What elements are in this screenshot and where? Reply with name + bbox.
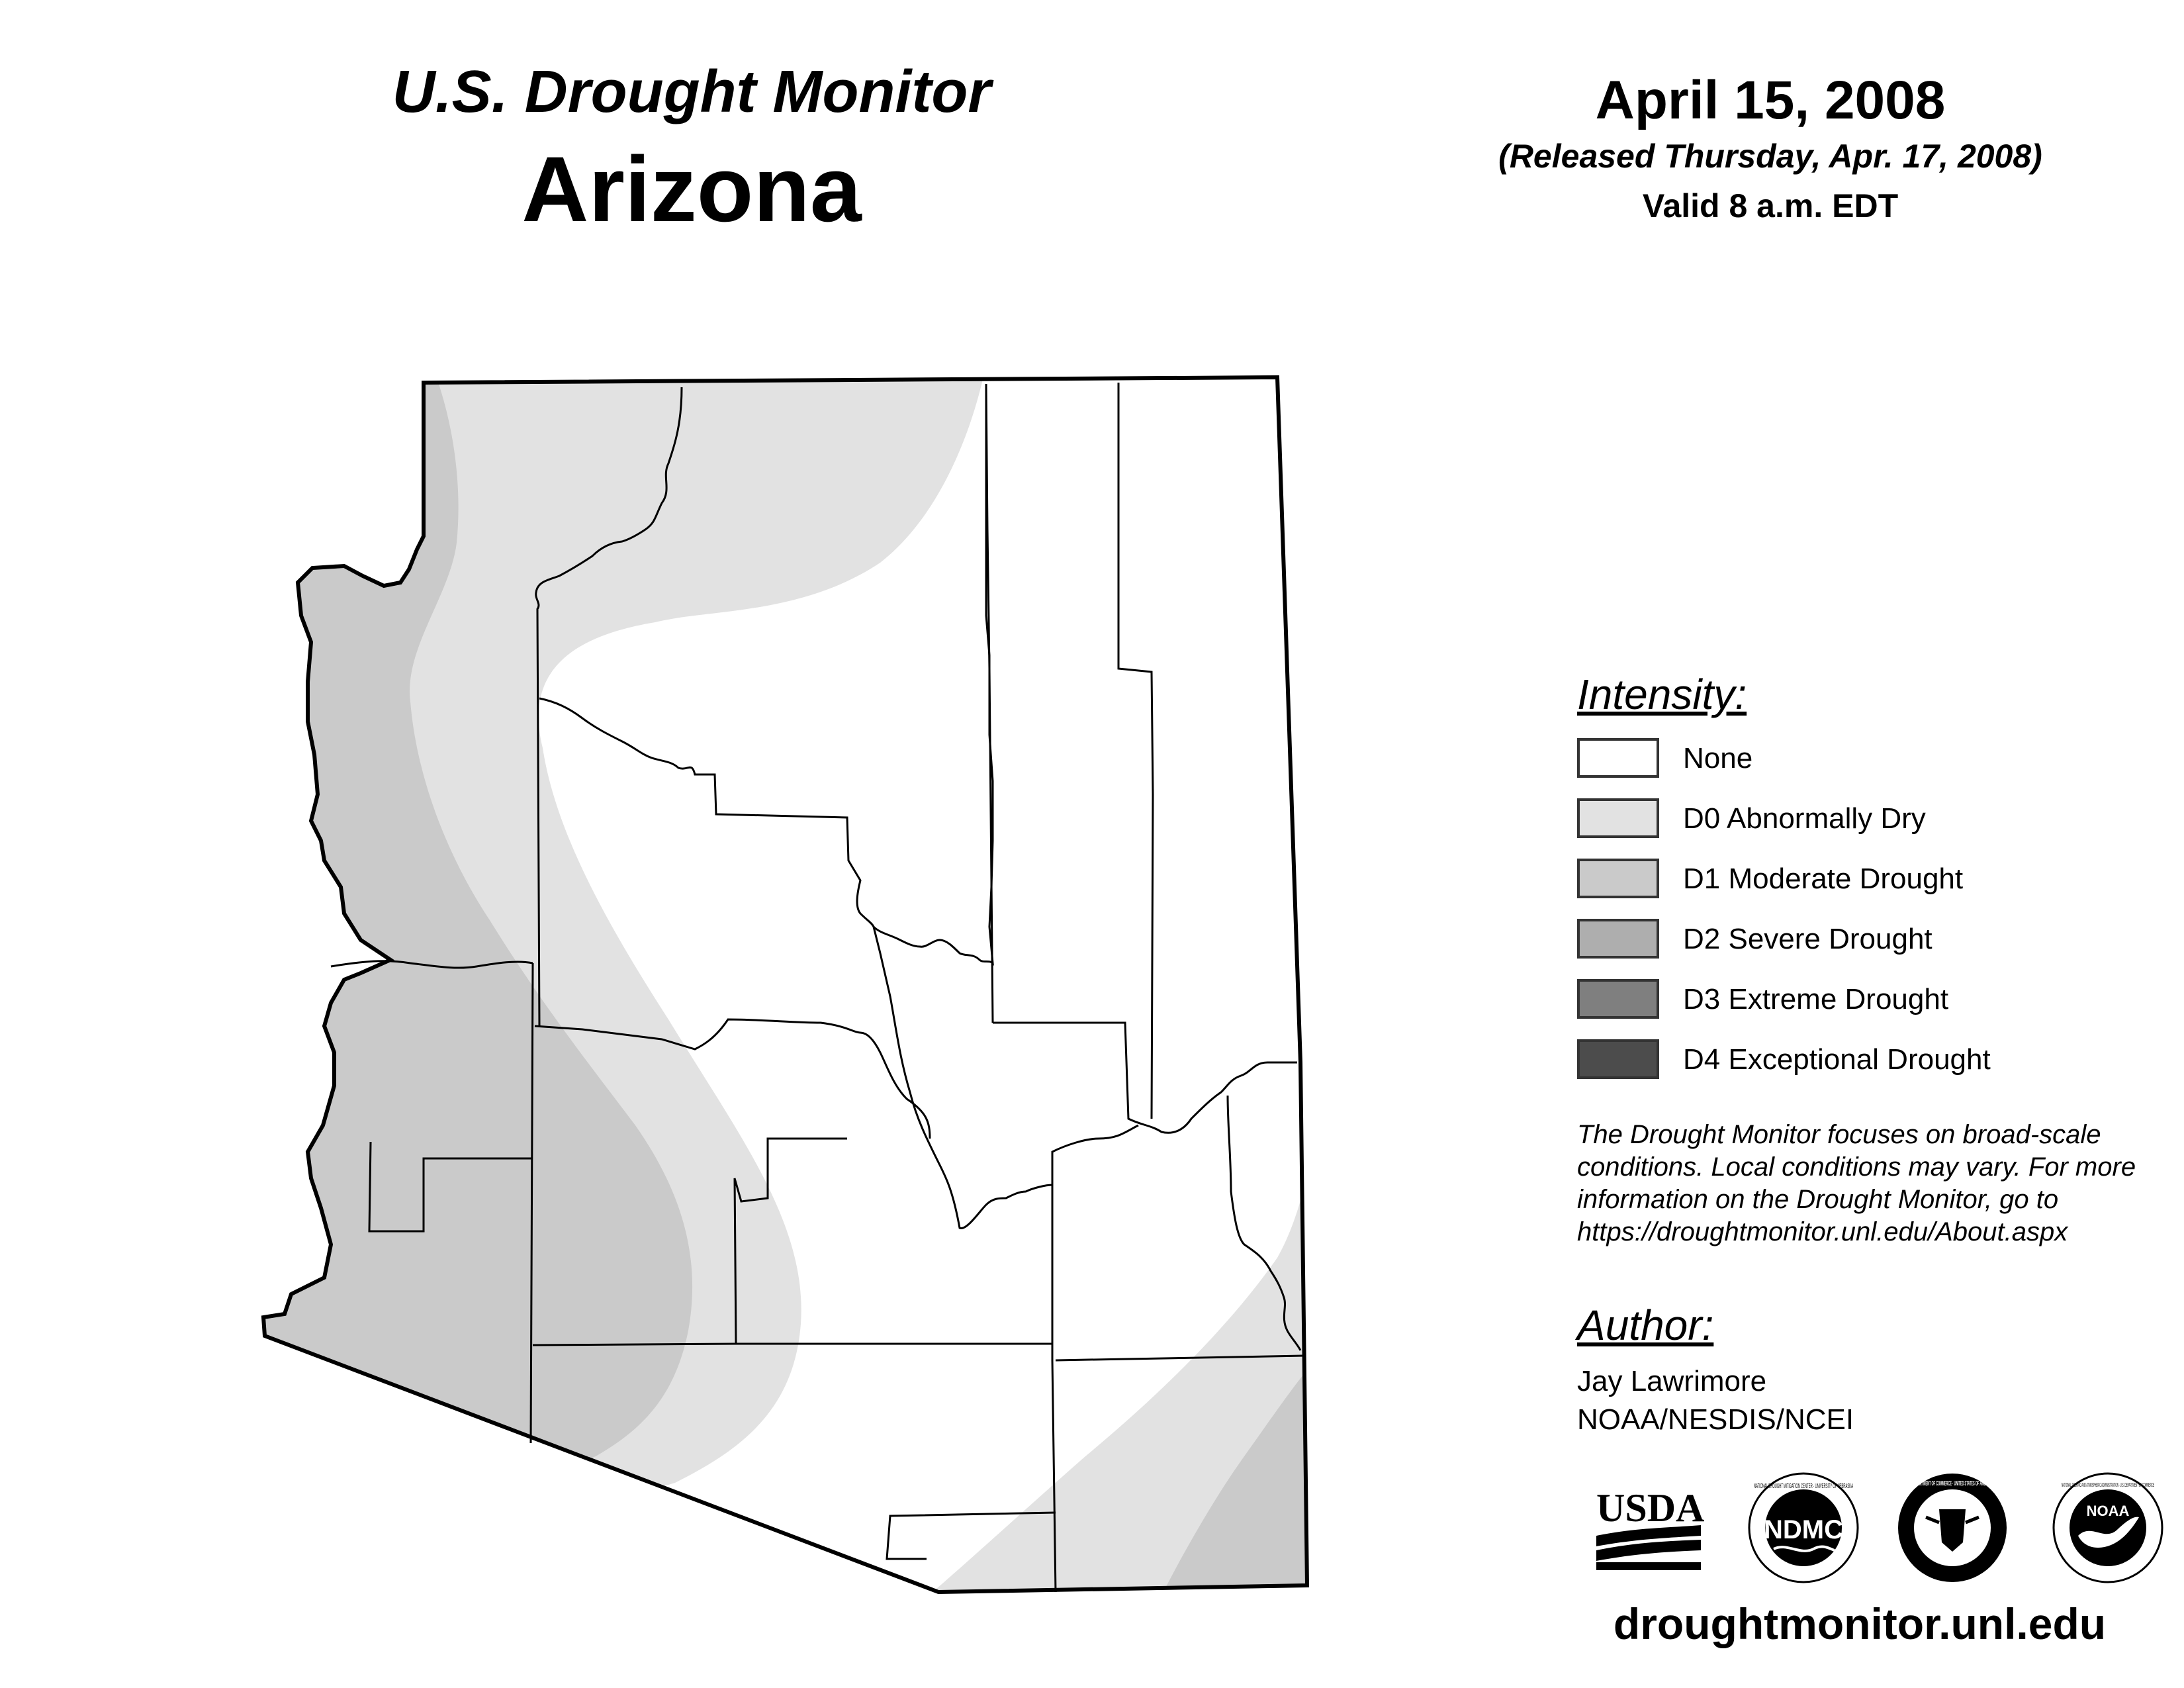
state-name: Arizona (522, 137, 862, 241)
ndmc-logo (1749, 1474, 1858, 1582)
commerce-ring-text: DEPARTMENT OF COMMERCE · UNITED STATES OF AMERICA (1913, 1480, 1992, 1487)
legend-label: D2 Severe Drought (1683, 923, 1933, 955)
author-name: Jay Lawrimore (1577, 1365, 1767, 1397)
map-date: April 15, 2008 (1595, 70, 1946, 130)
legend-label: D4 Exceptional Drought (1683, 1043, 1991, 1076)
ndmc-ring-text: NATIONAL DROUGHT MITIGATION CENTER · UNIVERSITY OF NEBRASKA (1754, 1483, 1854, 1490)
legend-label: D0 Abnormally Dry (1683, 802, 1926, 835)
usda-text: USDA (1596, 1486, 1705, 1530)
note-line: conditions. Local conditions may vary. For more (1577, 1152, 2136, 1182)
legend-swatch-none (1577, 738, 1659, 778)
disclaimer-note (1577, 1119, 2173, 1248)
valid-time: Valid 8 a.m. EDT (1642, 187, 1899, 224)
noaa-ring-text: NATIONAL OCEANIC AND ATMOSPHERIC ADMINISTRATION · U.S. DEPARTMENT OF COMMERCE (2062, 1482, 2154, 1488)
map-title: U.S. Drought Monitor (392, 59, 991, 125)
drought-shading (251, 364, 1330, 1609)
usda-logo (1596, 1486, 1704, 1570)
note-link[interactable]: https://droughtmonitor.unl.edu/About.aspx (1577, 1217, 2068, 1246)
noaa-text: NOAA (2086, 1503, 2130, 1519)
legend-swatch-d2 (1577, 919, 1659, 959)
legend-label: D3 Extreme Drought (1683, 983, 1949, 1015)
legend-swatch-d4 (1577, 1039, 1659, 1079)
commerce-seal-logo (1898, 1474, 2007, 1582)
partner-logos (1575, 1470, 2171, 1589)
note-line: information on the Drought Monitor, go to (1577, 1185, 2059, 1214)
legend-swatch-d3 (1577, 979, 1659, 1019)
footer-url-link[interactable]: droughtmonitor.unl.edu (1613, 1599, 2107, 1648)
legend-swatch-d0 (1577, 798, 1659, 838)
legend-swatch-d1 (1577, 859, 1659, 898)
release-date: (Released Thursday, Apr. 17, 2008) (1498, 138, 2042, 175)
author-title: Author: (1577, 1301, 1714, 1349)
southwest-county-line (533, 1344, 736, 1345)
legend-label: None (1683, 742, 1753, 774)
legend-label: D1 Moderate Drought (1683, 863, 1964, 895)
ndmc-text: NDMC (1764, 1515, 1843, 1544)
author-org: NOAA/NESDIS/NCEI (1577, 1403, 1854, 1436)
note-line: The Drought Monitor focuses on broad-scale (1577, 1120, 2101, 1149)
noaa-logo (2054, 1474, 2162, 1582)
legend-title: Intensity: (1577, 671, 1747, 718)
